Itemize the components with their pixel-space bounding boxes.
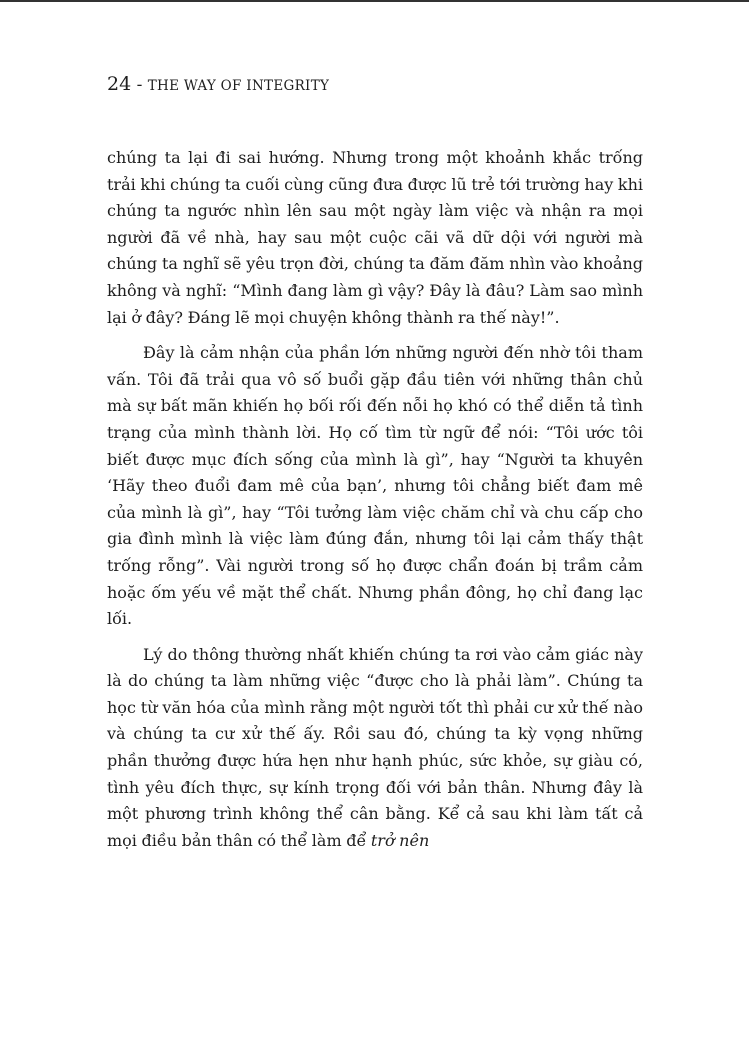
body-text [107, 145, 643, 854]
italic-phrase: trở nên [370, 830, 430, 850]
paragraph-counseling: Đây là cảm nhận của phần lớn những người đến nhờ tôi tham vấn. Tôi đã trải qua vô số buổi gặp đầu tiên với những thân chủ mà sự bất mãn khiến họ bối rối đến nỗi họ khó có thể diễn tả tình trạng của mình thành lời. Họ cố tìm từ ngữ để nói: “Tôi ước tôi biết được mục đích sống của mình là gì”, hay “Người ta khuyên ‘Hãy theo đuổi đam mê của bạn’, nhưng tôi chẳng biết đam mê của mình là gì”, hay “Tôi tưởng làm việc chăm chỉ và chu cấp cho gia đình mình là việc làm đúng đắn, nhưng tôi lại cảm thấy thật trống rỗng”. Vài người trong số họ được chẩn đoán bị trầm cảm hoặc ốm yếu về mặt thể chất. Nhưng phần đông, họ chỉ đang lạc lối. [107, 343, 643, 629]
paragraph-reason [107, 642, 643, 855]
page-number: 24 [107, 73, 132, 95]
paragraph-reason-text: Lý do thông thường nhất khiến chúng ta rơi vào cảm giác này là do chúng ta làm những việc “được cho là phải làm”. Chúng ta học từ văn hóa của mình rằng một người tốt thì phải cư xử thế nào và chúng ta cư xử thế ấy. Rồi sau đó, chúng ta kỳ vọng những phần thưởng được hứa hẹn như hạnh phúc, sức khỏe, sự giàu có, tình yêu đích thực, sự kính trọng đối với bản thân. Nhưng đây là một phương trình không thể cân bằng. Kể cả sau khi làm tất cả mọi điều bản thân có thể làm để [107, 644, 643, 850]
header-separator: - [131, 75, 148, 95]
running-header [107, 72, 329, 98]
book-title: THE WAY OF INTEGRITY [147, 78, 330, 94]
paragraph-continued: chúng ta lại đi sai hướng. Nhưng trong một khoảnh khắc trống trải khi chúng ta cuối cùng cũng đưa được lũ trẻ tới trường hay khi chúng ta ngước nhìn lên sau một ngày làm việc và nhận ra mọi người đã về nhà, hay sau một cuộc cãi vã dữ dội với người mà chúng ta nghĩ sẽ yêu trọn đời, chúng ta đăm đăm nhìn vào khoảng không và nghĩ: “Mình đang làm gì vậy? Đây là đâu? Làm sao mình lại ở đây? Đáng lẽ mọi chuyện không thành ra thế này!”. [107, 148, 643, 327]
top-border-rule [0, 0, 749, 2]
